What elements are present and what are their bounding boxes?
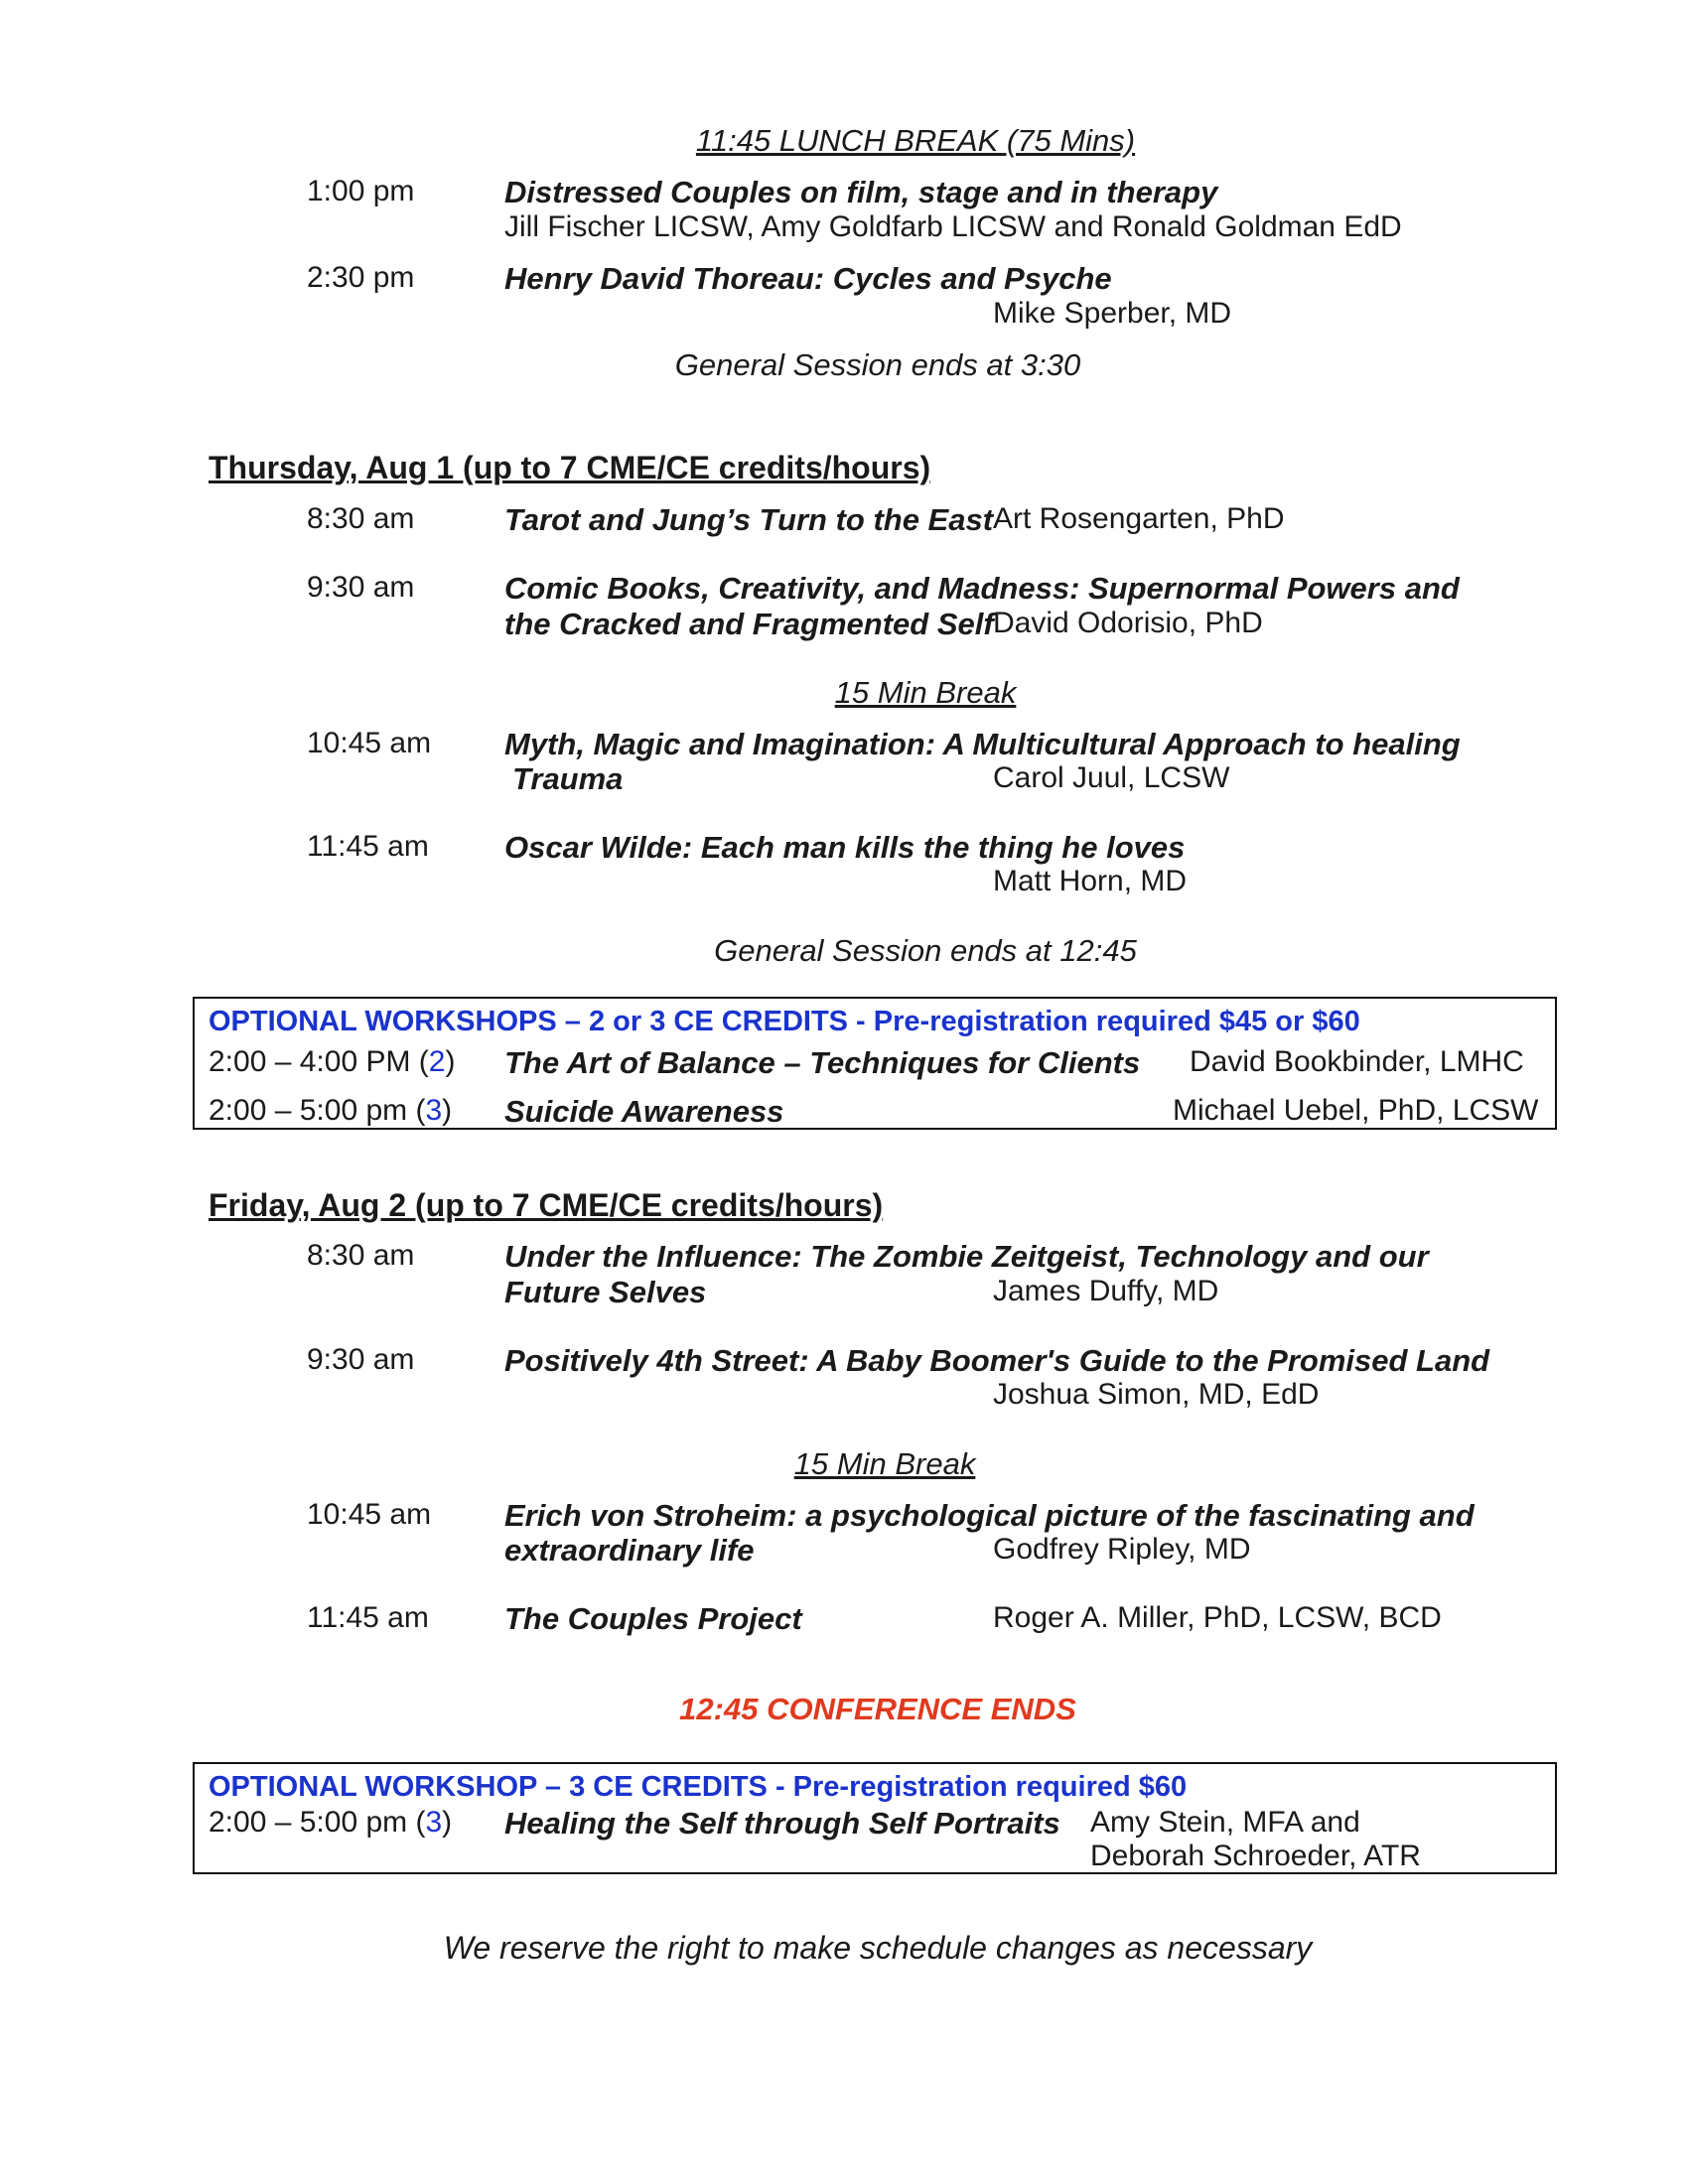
session-title: Comic Books, Creativity, and Madness: Supernormal Powers and [504,571,1460,606]
workshop-speaker: David Bookbinder, LMHC [1190,1045,1524,1078]
workshop-speaker: Amy Stein, MFA and [1090,1806,1360,1839]
session-title: Myth, Magic and Imagination: A Multicultural Approach to healing [504,727,1461,761]
session-title: Positively 4th Street: A Baby Boomer's Guide to the Promised Land [504,1343,1490,1378]
session-time: 9:30 am [307,571,415,604]
session-time: 10:45 am [307,727,432,759]
session-title-continued: Future Selves [504,1275,707,1309]
conference-ends-note: 12:45 CONFERENCE ENDS [679,1692,1076,1726]
session-time: 8:30 am [307,1239,415,1272]
session-speaker: Mike Sperber, MD [993,297,1232,330]
session-ends-note: General Session ends at 12:45 [714,933,1137,968]
workshop-speaker-continued: Deborah Schroeder, ATR [1090,1840,1421,1872]
session-title-continued: extraordinary life [504,1533,755,1568]
workshop-speaker: Michael Uebel, PhD, LCSW [1173,1094,1539,1127]
session-title: Distressed Couples on film, stage and in therapy [504,175,1218,209]
session-speaker: James Duffy, MD [993,1275,1219,1307]
session-speaker: Roger A. Miller, PhD, LCSW, BCD [993,1601,1442,1634]
session-speaker: Godfrey Ripley, MD [993,1533,1251,1566]
friday-heading: Friday, Aug 2 (up to 7 CME/CE credits/hours) [209,1187,884,1223]
break-label: 15 Min Break [793,1446,976,1481]
session-time: 10:45 am [307,1498,432,1531]
session-title: Erich von Stroheim: a psychological picture of the fascinating and [504,1498,1475,1533]
session-title: Tarot and Jung’s Turn to the East [504,502,994,537]
session-speaker: Carol Juul, LCSW [993,761,1230,794]
session-ends-note: General Session ends at 3:30 [674,347,1081,382]
session-title: Under the Influence: The Zombie Zeitgeist, Technology and our [504,1239,1429,1274]
workshop-title: Suicide Awareness [504,1094,784,1129]
workshop-time: 2:00 – 4:00 PM (2) [209,1045,456,1078]
session-speaker: Jill Fischer LICSW, Amy Goldfarb LICSW and Ronald Goldman EdD [504,210,1402,243]
workshop-credits: 3 [425,1806,443,1839]
session-time: 11:45 am [307,1601,429,1634]
workshop-credits: 2 [428,1045,446,1078]
lunch-break-label: 11:45 LUNCH BREAK (75 Mins) [695,123,1136,158]
footer-note: We reserve the right to make schedule changes as necessary [443,1930,1313,1966]
session-speaker: Art Rosengarten, PhD [993,502,1285,535]
workshop-time: 2:00 – 5:00 pm (3) [209,1806,453,1839]
workshop-title: Healing the Self through Self Portraits [504,1806,1060,1841]
break-label: 15 Min Break [834,675,1017,710]
workshops-heading: OPTIONAL WORKSHOPS – 2 or 3 CE CREDITS - Pre-registration required $45 or $60 [209,1006,1360,1037]
session-title-continued: Trauma [512,761,624,796]
session-title: Oscar Wilde: Each man kills the thing he loves [504,830,1186,865]
session-time: 11:45 am [307,830,429,863]
session-time: 9:30 am [307,1343,415,1376]
session-time: 2:30 pm [307,261,415,294]
session-title: Henry David Thoreau: Cycles and Psyche [504,261,1112,296]
thursday-heading: Thursday, Aug 1 (up to 7 CME/CE credits/hours) [209,450,931,485]
workshop-time: 2:00 – 5:00 pm (3) [209,1094,453,1127]
session-time: 1:00 pm [307,175,415,207]
workshop-credits: 3 [425,1094,443,1127]
session-speaker: Joshua Simon, MD, EdD [993,1378,1320,1411]
session-title: The Couples Project [504,1601,802,1636]
workshop-title: The Art of Balance – Techniques for Clients [504,1045,1141,1080]
session-speaker: Matt Horn, MD [993,865,1188,897]
session-time: 8:30 am [307,502,415,535]
session-title-continued: the Cracked and Fragmented Self [504,607,994,641]
session-speaker: David Odorisio, PhD [993,607,1263,639]
workshop-heading: OPTIONAL WORKSHOP – 3 CE CREDITS - Pre-registration required $60 [209,1771,1188,1803]
